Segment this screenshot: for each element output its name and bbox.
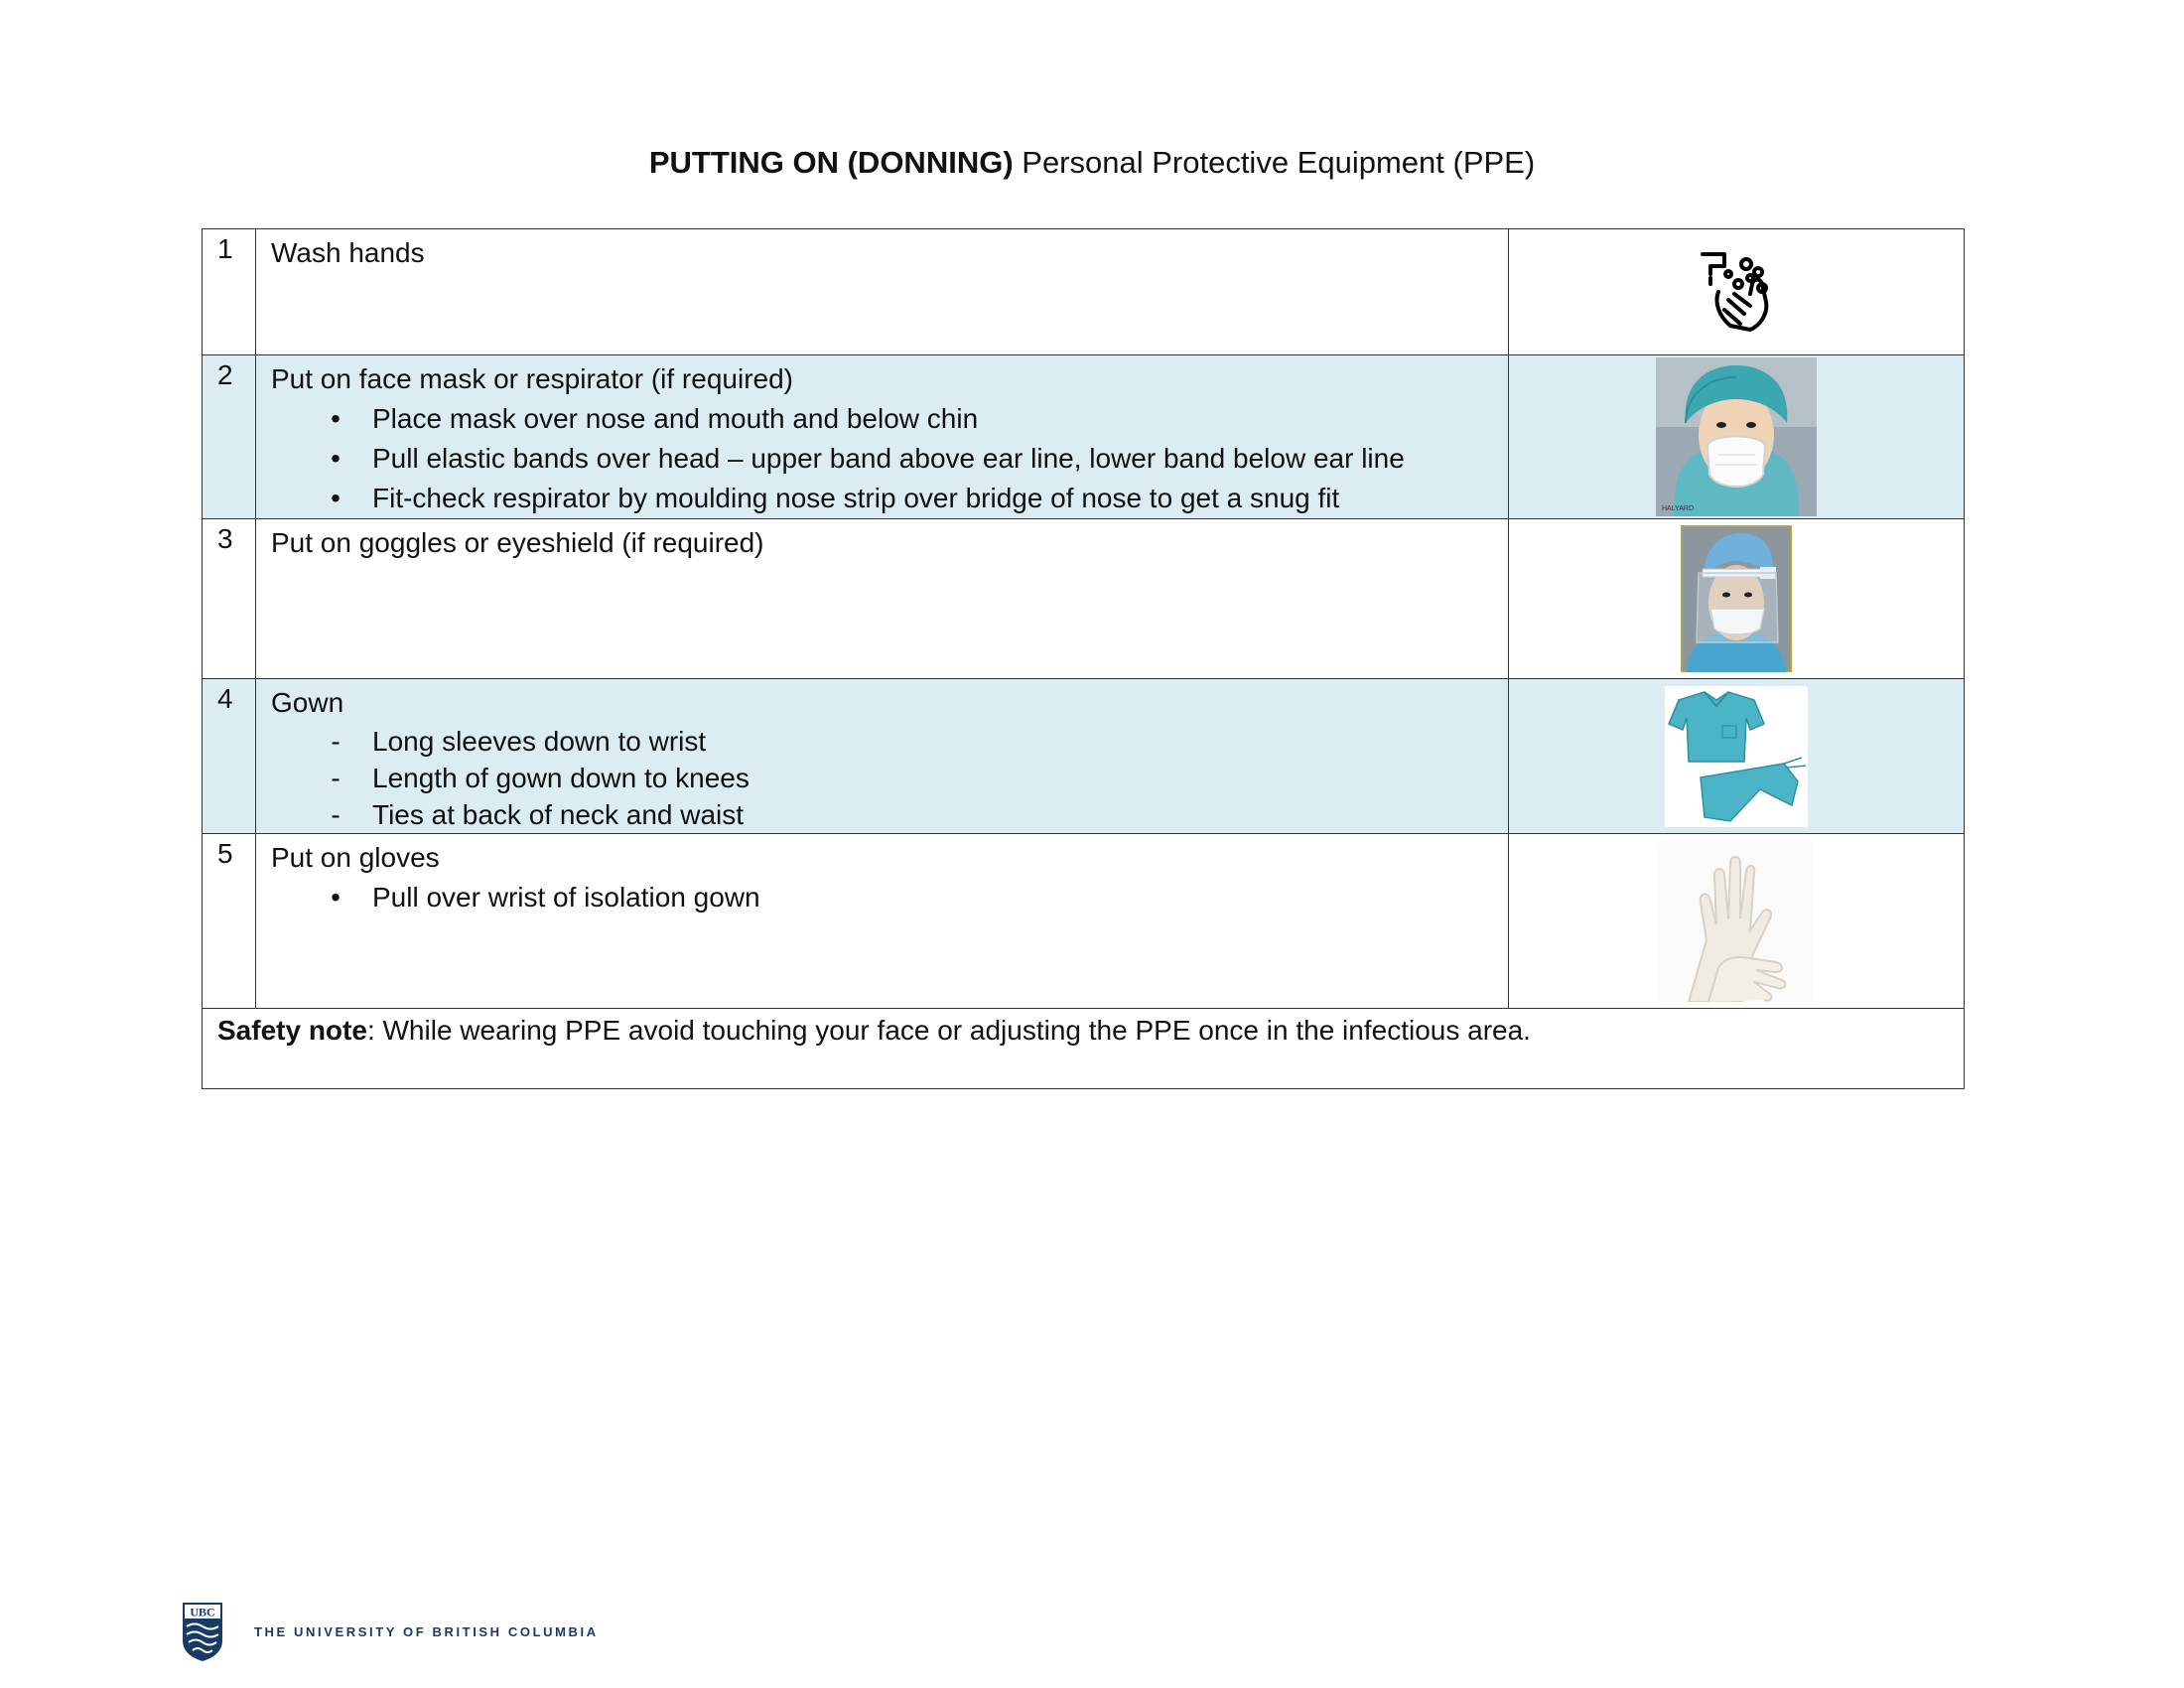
step-row-1: [203, 229, 1965, 355]
title-rest: Personal Protective Equipment (PPE): [1022, 145, 1536, 180]
footer: [181, 1601, 599, 1662]
step-sub-list: [271, 399, 1508, 518]
step-number: 5: [203, 834, 256, 1009]
logo-text: UBC: [190, 1605, 215, 1619]
step-number: 3: [203, 519, 256, 679]
list-item: - Length of gown down to knees: [331, 763, 750, 793]
step-title: Gown: [271, 687, 344, 718]
step-title: Put on gloves: [271, 842, 440, 873]
step-row-4: [203, 679, 1965, 834]
list-item: • Fit-check respirator by moulding nose strip over bridge of nose to get a snug fit: [331, 483, 1340, 513]
list-item: • Place mask over nose and mouth and below chin: [331, 403, 979, 434]
eyeshield-photo: [1681, 525, 1792, 672]
gown-photo: [1665, 686, 1808, 827]
step-title: Put on goggles or eyeshield (if required): [271, 527, 764, 558]
step-row-3: [203, 519, 1965, 679]
university-name: THE UNIVERSITY OF BRITISH COLUMBIA: [254, 1623, 599, 1639]
safety-note-label: Safety note: [217, 1015, 367, 1046]
safety-note-row: [203, 1009, 1965, 1089]
step-number: 4: [203, 679, 256, 834]
safety-note: [203, 1009, 1965, 1089]
step-title: Wash hands: [271, 237, 425, 268]
step-number: 2: [203, 355, 256, 519]
gloves-photo: [1659, 841, 1814, 1002]
safety-note-text: : While wearing PPE avoid touching your face or adjusting the PPE once in the infectious area.: [366, 1015, 1531, 1046]
list-item: - Ties at back of neck and waist: [331, 799, 745, 830]
step-row-2: [203, 355, 1965, 519]
respirator-mask-photo: [1656, 357, 1817, 516]
list-item: • Pull elastic bands over head – upper band above ear line, lower band below ear line: [331, 443, 1405, 474]
step-row-5: [203, 834, 1965, 1009]
step-number: 1: [203, 229, 256, 355]
ubc-crest-logo: [181, 1601, 224, 1662]
list-item: - Long sleeves down to wrist: [331, 726, 707, 757]
list-item: • Pull over wrist of isolation gown: [331, 882, 760, 913]
step-sub-list: [271, 723, 1508, 833]
ppe-steps-table: [202, 228, 1965, 1089]
page-title: [0, 145, 2184, 181]
hand-wash-icon: [1689, 244, 1784, 340]
step-sub-list: [271, 878, 1508, 917]
title-bold: PUTTING ON (DONNING): [648, 145, 1014, 180]
step-title: Put on face mask or respirator (if required): [271, 363, 793, 394]
image-caption: HALYARD: [1662, 505, 1695, 512]
